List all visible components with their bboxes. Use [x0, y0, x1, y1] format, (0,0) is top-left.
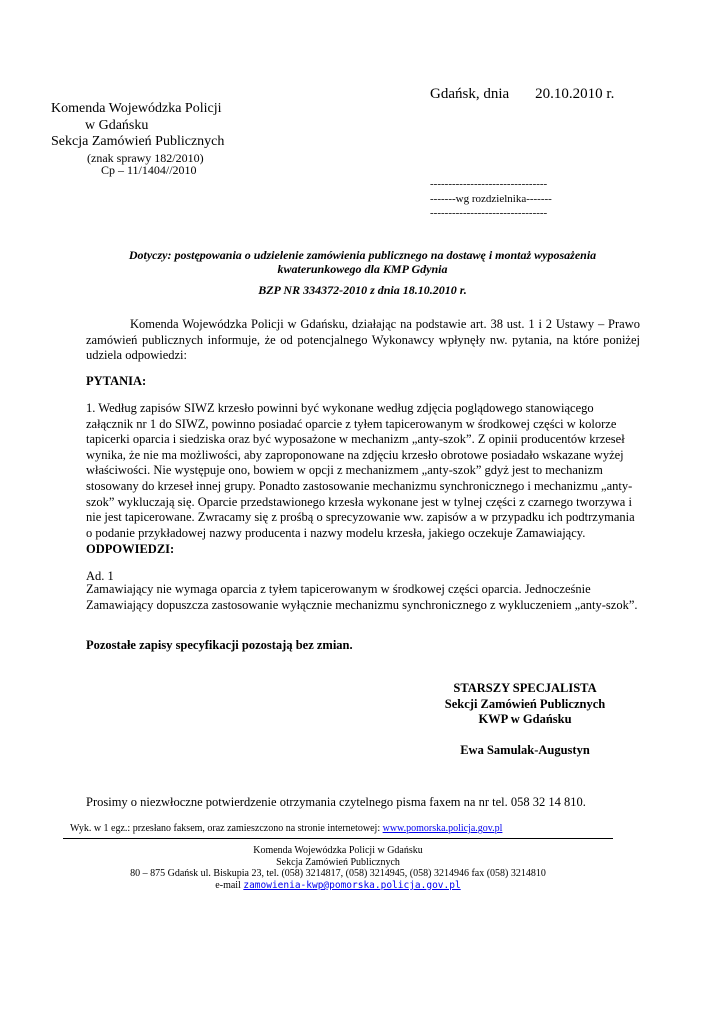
bzp-reference: BZP NR 334372-2010 z dnia 18.10.2010 r. — [258, 283, 467, 297]
sender-section: Sekcja Zamówień Publicznych — [51, 134, 225, 149]
question-1: 1. Według zapisów SIWZ krzesło powinni być wykonane według zdjęcia poglądowego stanowiącego załącznik nr 1 do SIWZ, powinno posiadać oparcie z tyłem tapicerowanym w środkowej części w kolorze tapicerki oparcia i siedziska oraz być wyposażone w mechanizm „anty-szok”. Z opinii producentów krzeseł wynika, że nie ma możliwości, aby zaproponowane na zdjęciu krzesło obrotowe posiadało wskazane wyżej właściwości. Nie występuje ono, bowiem w opcji z mechanizmem „anty-szok” gdyż jest to mechanizm stosowany do krzeseł innej grupy. Ponadto zastosowanie mechanizmu synchronicznego i mechanizmu „anty-szok” wykluczają się. Oparcie przedstawionego krzesła wykonane jest w tylnej części z czarnego tworzywa i nie jest tapicerowane. Zwracamy się z prośbą o sprecyzowanie ww. zapisów a w przypadku ich podtrzymania o podanie przykładowej nazwy producenta i nazwy modelu krzesła, jakiego oczekuje Zamawiający. — [86, 401, 635, 540]
cp-reference: Cp – 11/1404//2010 — [101, 163, 197, 177]
footer-org: Komenda Wojewódzka Policji w Gdańsku — [253, 845, 423, 856]
place-label: Gdańsk, dnia — [430, 86, 510, 102]
footer-email-line — [63, 880, 613, 892]
footer-address: 80 – 875 Gdańsk ul. Biskupia 23, tel. (058) 3214817, (058) 3214945, (058) 3214946 fax (058) 3214810 — [130, 868, 546, 880]
intro-paragraph: Komenda Wojewódzka Policji w Gdańsku, działając na podstawie art. 38 ust. 1 i 2 Ustawy – Prawo zamówień publicznych informuje, że od potencjalnego Wykonawcy wpłynęły nw. pytania, na które poniżej udziela odpowiedzi: — [86, 317, 640, 363]
answer-1-label: Ad. 1 — [86, 569, 114, 583]
questions-heading: PYTANIA: — [86, 374, 147, 388]
sender-city: w Gdańsku — [85, 118, 149, 133]
website-link[interactable]: www.pomorska.policja.gov.pl — [382, 823, 503, 834]
copies-note — [70, 823, 502, 834]
answers-heading: ODPOWIEDZI: — [86, 542, 175, 556]
footer-divider — [63, 838, 613, 839]
answer-1-text: Zamawiający nie wymaga oparcia z tyłem tapicerowanym w środkowej części oparcia. Jednocześnie Zamawiający dopuszcza zastosowanie wyłącznie mechanizmu synchronicznego z wykluczeniem „anty-szok”. — [86, 582, 638, 612]
document-date: 20.10.2010 r. — [535, 86, 615, 102]
signature-name: Ewa Samulak-Augustyn — [460, 742, 590, 757]
fax-confirmation-request: Prosimy o niezwłoczne potwierdzenie otrzymania czytelnego pisma faxem na nr tel. 058 32 14 810. — [86, 795, 586, 809]
closing-statement: Pozostałe zapisy specyfikacji pozostają bez zmian. — [86, 638, 353, 652]
distribution-line-bottom: -------------------------------- — [430, 207, 548, 219]
case-reference: (znak sprawy 182/2010) — [87, 151, 204, 165]
distribution-label: -------wg rozdzielnika------- — [430, 193, 552, 205]
footer-section: Sekcja Zamówień Publicznych — [276, 856, 400, 868]
footer — [63, 845, 613, 891]
subject-line: Dotyczy: postępowania o udzielenie zamówienia publicznego na dostawę i montaż wyposażenia kwaterunkowego dla KMP Gdynia — [128, 248, 597, 276]
email-label: e-mail — [215, 879, 241, 891]
signature-title: STARSZY SPECJALISTA — [453, 681, 597, 695]
email-link[interactable]: zamowienia-kwp@pomorska.policja.gov.pl — [243, 879, 461, 891]
sender-name: Komenda Wojewódzka Policji — [51, 101, 222, 116]
signature-org: KWP w Gdańsku — [478, 712, 572, 727]
signature-unit: Sekcji Zamówień Publicznych — [444, 696, 606, 711]
copies-text: Wyk. w 1 egz.: przesłano faksem, oraz zamieszczono na stronie internetowej: — [70, 823, 381, 834]
place-and-date — [430, 86, 614, 103]
signature-block — [380, 681, 670, 758]
distribution-line-top: -------------------------------- — [430, 178, 548, 190]
